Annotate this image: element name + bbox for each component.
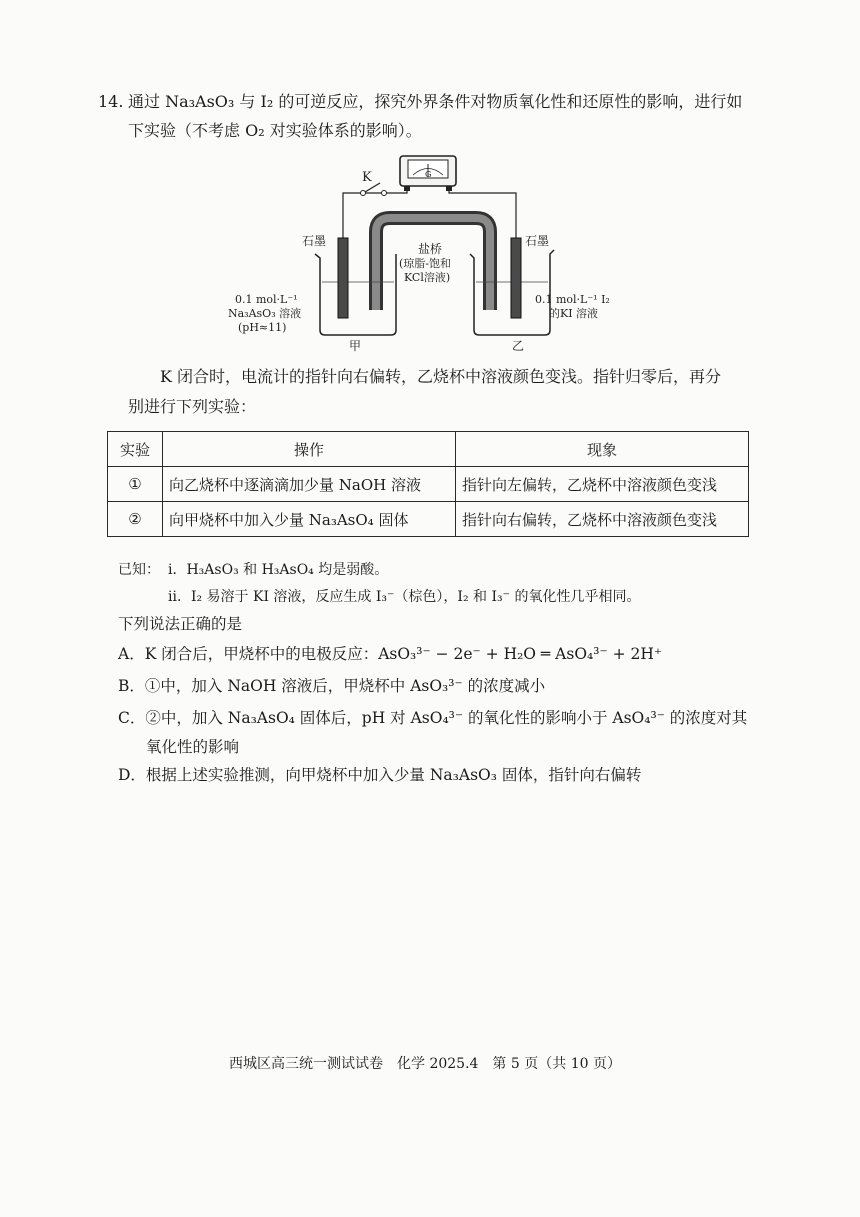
- option-d[interactable]: D．根据上述实验推测，向甲烧杯中加入少量 Na₃AsO₃ 固体，指针向右偏转: [118, 766, 642, 784]
- header-operation: 操作: [163, 432, 456, 467]
- question-line-2: 下实验（不考虑 O₂ 对实验体系的影响）。: [128, 121, 422, 140]
- right-solution-label-2: 的KI 溶液: [549, 307, 599, 320]
- right-beaker-label: 乙: [512, 339, 525, 353]
- salt-bridge-label-2: (琼脂-饱和: [399, 257, 452, 270]
- experiment-table: [107, 431, 749, 537]
- right-electrode-label: 石墨: [525, 234, 550, 248]
- row-2-phenomenon: 指针向右偏转，乙烧杯中溶液颜色变浅: [456, 502, 749, 537]
- option-a[interactable]: A．K 闭合后，甲烧杯中的电极反应：AsO₃³⁻ − 2e⁻ + H₂O ═ AsO₄³⁻ + 2H⁺: [118, 645, 663, 663]
- table-row: [108, 502, 749, 537]
- intro-paragraph-line-1: K 闭合时，电流计的指针向右偏转，乙烧杯中溶液颜色变浅。指针归零后，再分: [160, 367, 722, 386]
- row-1-id: ①: [108, 467, 163, 502]
- left-solution-label-1: 0.1 mol·L⁻¹: [235, 293, 298, 306]
- known-item-1: ⅰ．H₃AsO₃ 和 H₃AsO₄ 均是弱酸。: [168, 562, 389, 578]
- electrode-right: [511, 238, 521, 318]
- intro-paragraph-line-2: 别进行下列实验：: [128, 397, 257, 416]
- page-footer: 西城区高三统一测试试卷 化学 2025.4 第 5 页（共 10 页）: [229, 1056, 621, 1072]
- header-phenomenon: 现象: [456, 432, 749, 467]
- table-row: [108, 467, 749, 502]
- salt-bridge-label-1: 盐桥: [418, 242, 443, 256]
- row-1-phenomenon: 指针向左偏转，乙烧杯中溶液颜色变浅: [456, 467, 749, 502]
- electrode-left: [338, 238, 348, 318]
- row-2-operation: 向甲烧杯中加入少量 Na₃AsO₄ 固体: [163, 502, 456, 537]
- salt-bridge-label-3: KCl溶液): [404, 271, 451, 284]
- known-item-2: ⅱ．I₂ 易溶于 KI 溶液，反应生成 I₃⁻（棕色），I₂ 和 I₃⁻ 的氧化性几乎相同。: [168, 589, 641, 605]
- meter-label: G: [425, 170, 432, 179]
- table-header-row: [108, 432, 749, 467]
- option-b[interactable]: B．①中，加入 NaOH 溶液后，甲烧杯中 AsO₃³⁻ 的浓度减小: [118, 677, 546, 695]
- row-2-id: ②: [108, 502, 163, 537]
- row-1-operation: 向乙烧杯中逐滴滴加少量 NaOH 溶液: [163, 467, 456, 502]
- left-beaker-label: 甲: [349, 339, 362, 353]
- left-electrode-label: 石墨: [302, 234, 327, 248]
- switch-label: K: [362, 170, 372, 185]
- known-label: 已知：: [118, 562, 160, 578]
- right-solution-label-1: 0.1 mol·L⁻¹ I₂: [535, 293, 610, 306]
- galvanometer: [400, 156, 456, 191]
- header-experiment: 实验: [108, 432, 163, 467]
- left-solution-label-2: Na₃AsO₃ 溶液: [228, 307, 302, 320]
- left-solution-label-3: (pH≈11): [238, 321, 287, 334]
- question-number: 14.: [98, 92, 124, 111]
- option-c-line-1[interactable]: C．②中，加入 Na₃AsO₄ 固体后，pH 对 AsO₄³⁻ 的氧化性的影响小于 AsO₄³⁻ 的浓度对其: [118, 709, 748, 727]
- galvanic-cell-diagram: [228, 150, 628, 375]
- question-prompt: 下列说法正确的是: [118, 615, 243, 633]
- question-line-1: 通过 Na₃AsO₃ 与 I₂ 的可逆反应，探究外界条件对物质氧化性和还原性的影响，进行如: [128, 92, 743, 111]
- switch-k: [361, 170, 387, 196]
- option-c-line-2[interactable]: 氧化性的影响: [146, 738, 240, 756]
- beaker-left: [315, 254, 396, 335]
